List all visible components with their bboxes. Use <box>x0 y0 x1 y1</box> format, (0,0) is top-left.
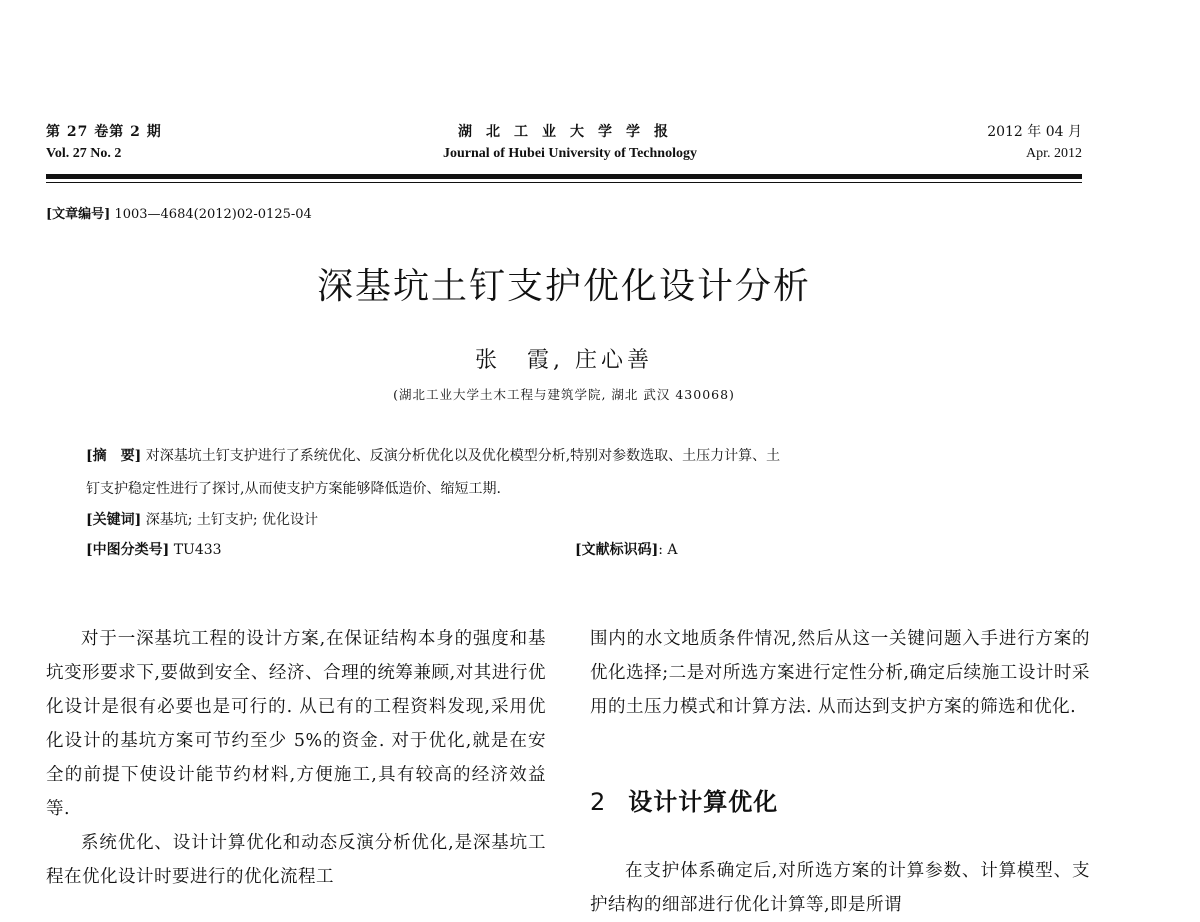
paper-title: 深基坑土钉支护优化设计分析 <box>316 266 811 307</box>
keywords-label: [关键词] <box>86 512 142 528</box>
paper-authors: 张 霞, 庄心善 <box>475 348 653 373</box>
author-affiliation: (湖北工业大学土木工程与建筑学院, 湖北 武汉 430068) <box>393 387 735 402</box>
article-number-label: [文章编号] <box>46 207 111 222</box>
document-code-label: [文献标识码] <box>575 542 659 558</box>
clc-value: TU433 <box>173 542 222 558</box>
issue-date-cn: 2012 年 04 月 <box>987 124 1082 140</box>
body-paragraph: 系统优化、设计计算优化和动态反演分析优化,是深基坑工程在优化设计时要进行的优化流程工 <box>46 833 546 887</box>
journal-name-cn: 湖北工业大学学报 <box>458 124 682 140</box>
issue-date-en: Apr. 2012 <box>1026 146 1082 161</box>
volume-issue-cn: 第 27 卷第 2 期 <box>46 124 162 140</box>
document-code <box>575 539 678 559</box>
section-title: 设计计算优化 <box>628 788 779 816</box>
section-heading <box>590 782 778 817</box>
clc-number <box>86 539 222 559</box>
abstract-line-2: 钉支护稳定性进行了探讨,从而使支护方案能够降低造价、缩短工期. <box>86 481 501 497</box>
section-number: 2 <box>590 788 607 816</box>
document-code-value: : A <box>658 542 678 558</box>
body-column-right-lower <box>590 854 1090 922</box>
keywords-value: 深基坑; 土钉支护; 优化设计 <box>145 512 319 528</box>
body-paragraph: 对于一深基坑工程的设计方案,在保证结构本身的强度和基坑变形要求下,要做到安全、经济、合理的统筹兼顾,对其进行优化设计是很有必要也是可行的. 从已有的工程资料发现,采用优化设计的基坑方案可节约至少 5%的资金. 对于优化,就是在安全的前提下使设计能节约材料,方便施工,具有较高的经济效益等. <box>46 629 546 819</box>
body-column-left <box>46 622 546 894</box>
abstract-label: [摘 要] <box>86 448 142 464</box>
article-number-value: 1003—4684(2012)02-0125-04 <box>114 207 312 222</box>
keywords <box>86 509 318 529</box>
journal-name-en: Journal of Hubei University of Technology <box>443 146 697 161</box>
article-number <box>46 203 312 222</box>
abstract-line-1 <box>86 445 780 465</box>
volume-issue-en: Vol. 27 No. 2 <box>46 146 122 161</box>
clc-label: [中图分类号] <box>86 542 170 558</box>
body-paragraph: 在支护体系确定后,对所选方案的计算参数、计算模型、支护结构的细部进行优化计算等,即是所谓 <box>590 861 1090 915</box>
abstract-text-1: 对深基坑土钉支护进行了系统优化、反演分析优化以及优化模型分析,特别对参数选取、土压力计算、土 <box>145 448 781 464</box>
header-rule-thin <box>46 182 1082 183</box>
body-column-right <box>590 622 1090 724</box>
body-paragraph: 围内的水文地质条件情况,然后从这一关键问题入手进行方案的优化选择;二是对所选方案进行定性分析,确定后续施工设计时采用的土压力模式和计算方法. 从而达到支护方案的筛选和优化. <box>590 629 1090 717</box>
header-rule-thick <box>46 174 1082 179</box>
